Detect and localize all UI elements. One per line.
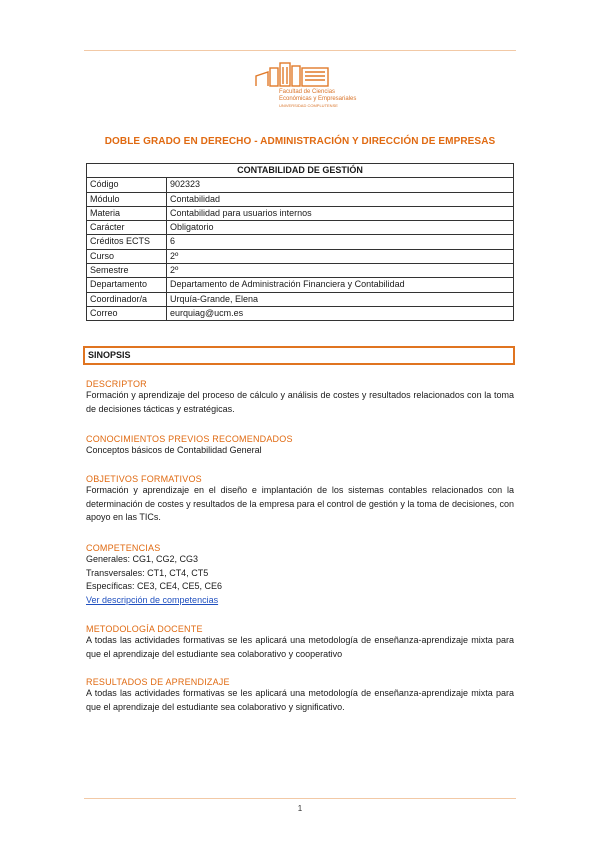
competencias-section	[86, 543, 514, 607]
objetivos-text: Formación y aprendizaje en el diseño e implantación de los sistemas contables relacionados con la determinación de costes y resultados de la empresa para el control de gestión y la toma de decisiones, con apoyo en las TICs.	[86, 485, 514, 522]
resultados-text: A todas las actividades formativas se les aplicará una metodología de enseñanza-aprendizaje mixta para que el aprendizaje del estudiante sea colaborativo y significativo.	[86, 688, 514, 712]
metodologia-section	[86, 624, 514, 661]
table-row: Curso 2º	[87, 249, 514, 263]
conocimientos-heading: CONOCIMIENTOS PREVIOS RECOMENDADOS	[86, 434, 293, 444]
conocimientos-section	[86, 434, 514, 458]
descriptor-text: Formación y aprendizaje del proceso de cálculo y análisis de costes y resultados relacionados con la toma de decisiones tácticas y estratégicas.	[86, 390, 514, 414]
metodologia-text: A todas las actividades formativas se les aplicará una metodología de enseñanza-aprendizaje mixta para que el aprendizaje del estudiante sea colaborativo y cooperativo	[86, 635, 514, 659]
footer-rule	[84, 798, 516, 799]
table-row: Módulo Contabilidad	[87, 192, 514, 206]
conocimientos-text: Conceptos básicos de Contabilidad General	[86, 445, 262, 455]
descriptor-section	[86, 379, 514, 416]
course-title: CONTABILIDAD DE GESTIÓN	[87, 164, 514, 178]
table-row: Semestre 2º	[87, 264, 514, 278]
competencias-heading: COMPETENCIAS	[86, 543, 161, 553]
table-row: Correo eurquiag@ucm.es	[87, 306, 514, 320]
resultados-section	[86, 677, 514, 714]
competencias-generales: Generales: CG1, CG2, CG3	[86, 554, 199, 564]
competencias-transversales: Transversales: CT1, CT4, CT5	[86, 567, 209, 578]
table-row: Materia Contabilidad para usuarios internos	[87, 206, 514, 220]
sinopsis-heading: SINOPSIS	[83, 346, 515, 365]
metodologia-heading: METODOLOGÍA DOCENTE	[86, 624, 203, 634]
logo-line-3: UNIVERSIDAD COMPLUTENSE	[279, 103, 338, 108]
header-rule	[84, 50, 516, 51]
table-row: Código 902323	[87, 178, 514, 192]
table-row: Carácter Obligatorio	[87, 221, 514, 235]
descriptor-heading: DESCRIPTOR	[86, 379, 147, 389]
logo-line-1: Facultad de Ciencias	[279, 89, 336, 95]
objetivos-section	[86, 474, 514, 525]
competencias-link[interactable]: Ver descripción de competencias	[86, 594, 219, 605]
objetivos-heading: OBJETIVOS FORMATIVOS	[86, 474, 202, 484]
page-number: 1	[297, 804, 303, 813]
table-row: Coordinador/a Urquía-Grande, Elena	[87, 292, 514, 306]
competencias-especificas: Específicas: CE3, CE4, CE5, CE6	[86, 581, 223, 591]
logo-line-2: Económicas y Empresariales	[279, 96, 357, 102]
table-row: Departamento Departamento de Administración Financiera y Contabilidad	[87, 278, 514, 292]
resultados-heading: RESULTADOS DE APRENDIZAJE	[86, 677, 230, 687]
table-row: Créditos ECTS 6	[87, 235, 514, 249]
degree-title: DOBLE GRADO EN DERECHO - ADMINISTRACIÓN Y DIRECCIÓN DE EMPRESAS	[104, 136, 496, 147]
course-info-table	[86, 163, 514, 321]
